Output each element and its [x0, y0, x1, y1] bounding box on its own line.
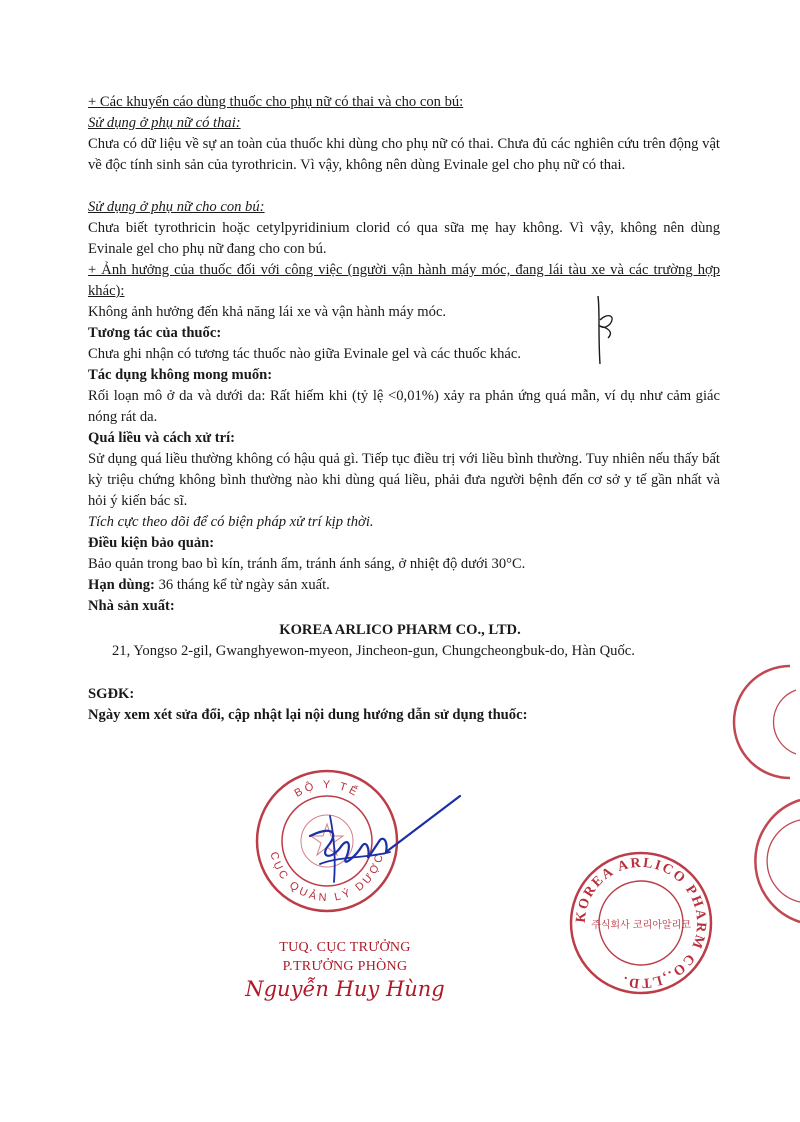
- shelf-life: [88, 575, 720, 596]
- overdose-heading: Quá liều và cách xử trí:: [88, 430, 235, 446]
- partial-stamp-bottom-right: [722, 796, 800, 926]
- shelf-life-label: Hạn dùng:: [88, 577, 155, 593]
- manufacturer-name: KOREA ARLICO PHARM CO., LTD.: [279, 622, 521, 638]
- manufacturer-heading: Nhà sản xuất:: [88, 598, 175, 614]
- stamp-title-1: TUQ. CỤC TRƯỞNG: [279, 940, 411, 955]
- company-stamp-ring-text: KOREA ARLICO PHARM CO.,LTD.: [573, 855, 709, 991]
- adverse-heading: Tác dụng không mong muốn:: [88, 367, 273, 383]
- breastfeeding-paragraph: Chưa biết tyrothricin hoặc cetylpyridinium clorid có qua sữa mẹ hay không. Vì vậy, không nên dùng Evinale gel cho phụ nữ đang cho con bú.: [88, 220, 720, 257]
- review-date-label: Ngày xem xét sửa đổi, cập nhật lại nội dung hướng dẫn sử dụng thuốc:: [88, 707, 528, 723]
- adverse-paragraph: Rối loạn mô ở da và dưới da: Rất hiếm khi (tỷ lệ <0,01%) xảy ra phản ứng quá mẫn, ví dụ như cảm giác nóng rát da.: [88, 388, 720, 425]
- registration-label: SGĐK:: [88, 686, 135, 702]
- company-stamp: [566, 848, 716, 998]
- signature-icon: [300, 786, 470, 896]
- stamp-ring-bottom: CỤC QUẢN LÝ DƯỢC: [267, 850, 387, 905]
- stamp-ring-top: BỘ Y TẾ: [292, 778, 362, 800]
- shelf-life-value: 36 tháng kể từ ngày sản xuất.: [154, 577, 330, 593]
- company-stamp-inner-text: 주식회사 코리아알리코: [591, 920, 691, 931]
- initials-mark: [586, 292, 626, 372]
- pregnant-paragraph: Chưa có dữ liệu về sự an toàn của thuốc khi dùng cho phụ nữ có thai. Chưa đủ các nghiên cứu trên động vật về độc tính sinh sản của tyrothricin. Vì vậy, không nên dùng Evinale gel cho phụ nữ có thai.: [88, 136, 720, 173]
- storage-heading: Điều kiện bảo quản:: [88, 535, 215, 551]
- manufacturer-address: 21, Yongso 2-gil, Gwanghyewon-myeon, Jincheon-gun, Chungcheongbuk-do, Hàn Quốc.: [112, 643, 635, 659]
- pregnancy-heading: + Các khuyến cáo dùng thuốc cho phụ nữ có thai và cho con bú:: [88, 94, 464, 110]
- storage-paragraph: Bảo quản trong bao bì kín, tránh ẩm, tránh ánh sáng, ở nhiệt độ dưới 30°C.: [88, 556, 526, 572]
- overdose-note: Tích cực theo dõi để có biện pháp xử trí kịp thời.: [88, 514, 374, 530]
- stamp-title-2: P.TRƯỞNG PHÒNG: [282, 959, 408, 974]
- interactions-paragraph: Chưa ghi nhận có tương tác thuốc nào giữa Evinale gel và các thuốc khác.: [88, 346, 522, 362]
- breastfeeding-subheading: Sử dụng ở phụ nữ cho con bú:: [88, 199, 265, 215]
- signer-name: Nguyễn Huy Hùng: [245, 977, 445, 1001]
- driving-heading: + Ảnh hưởng của thuốc đối với công việc (người vận hành máy móc, đang lái tàu xe và các trường hợp khác):: [88, 262, 720, 299]
- interactions-heading: Tương tác của thuốc:: [88, 325, 222, 341]
- partial-stamp-top-right: [700, 662, 800, 782]
- pregnant-subheading: Sử dụng ở phụ nữ có thai:: [88, 115, 241, 131]
- overdose-paragraph: Sử dụng quá liều thường không có hậu quả gì. Tiếp tục điều trị với liều bình thường. Tuy nhiên nếu thấy bất kỳ triệu chứng không bình thường nào khi dùng quá liều, phải đưa người bệnh đến cơ sở y tế gần nhất và hỏi ý kiến bác sĩ.: [88, 451, 720, 509]
- driving-paragraph: Không ảnh hưởng đến khả năng lái xe và vận hành máy móc.: [88, 304, 447, 320]
